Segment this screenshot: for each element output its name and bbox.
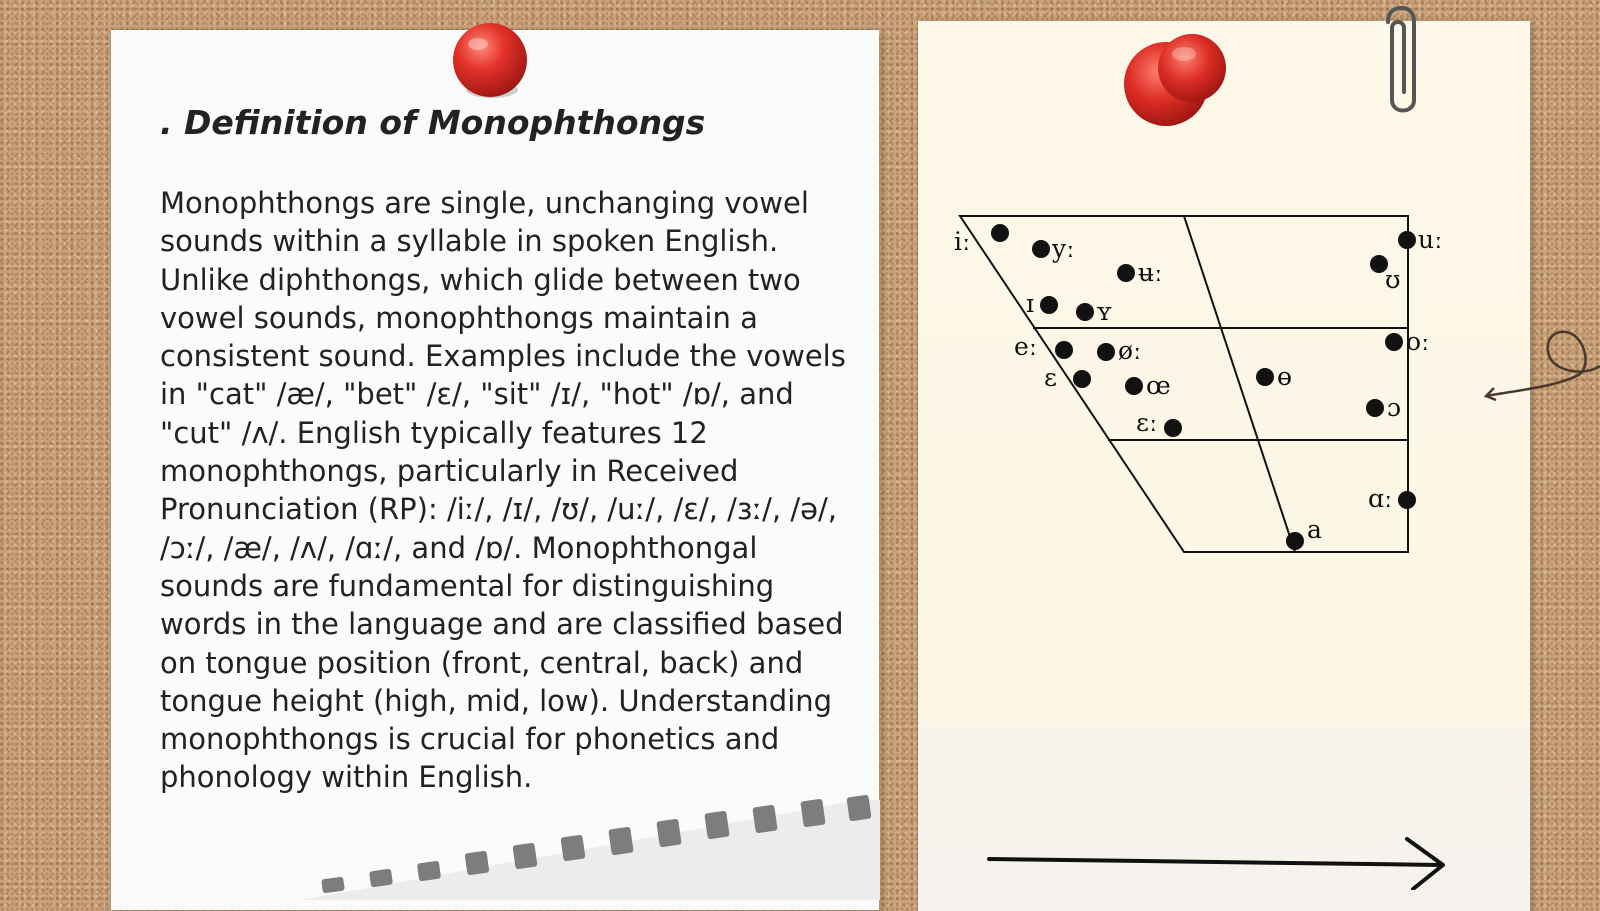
svg-text:oː: oː bbox=[1406, 327, 1430, 356]
red-pushpin-icon bbox=[448, 20, 534, 106]
svg-text:ɛː: ɛː bbox=[1136, 408, 1158, 437]
vowel-œ bbox=[1125, 371, 1171, 400]
svg-text:ɵ: ɵ bbox=[1277, 362, 1293, 391]
vowel-ɔ bbox=[1366, 393, 1401, 422]
vowel-øː bbox=[1097, 336, 1141, 365]
svg-text:a: a bbox=[1307, 515, 1322, 544]
trapezoid-lines bbox=[960, 216, 1408, 552]
vowel-uː bbox=[1398, 225, 1443, 254]
svg-text:iː: iː bbox=[954, 227, 971, 256]
paper-clip-icon bbox=[1372, 0, 1422, 125]
page-title: . Definition of Monophthongs bbox=[160, 103, 706, 142]
svg-text:ʏ: ʏ bbox=[1096, 297, 1113, 326]
vowel-ɪ bbox=[1026, 289, 1058, 318]
svg-text:ɪ: ɪ bbox=[1026, 289, 1034, 318]
svg-text:eː: eː bbox=[1014, 332, 1038, 361]
vowel-ɵ bbox=[1256, 362, 1292, 391]
vowel-ʊ bbox=[1370, 255, 1401, 294]
curly-arrow-doodle-icon bbox=[1480, 310, 1600, 410]
vowel-ɛː bbox=[1136, 408, 1182, 437]
vowel-a bbox=[1286, 515, 1322, 550]
svg-text:ʉː: ʉː bbox=[1138, 258, 1163, 287]
definition-paragraph: Monophthongs are single, unchanging vowel sounds within a syllable in spoken English. Unlike diphthongs, which glide between two vowel sounds, monophthongs maintain a consistent sound. Examples include the vowels in "cat" /æ/, "bet" /ɛ/, "sit" /ɪ/, "hot" /ɒ/, and "cut" /ʌ/. English typically features 12 monophthongs, particularly in Received Pronunciation (RP): /iː/, /ɪ/, /ʊ/, /uː/, /ɛ/, /ɜː/, /ə/, /ɔː/, /æ/, /ʌ/, /ɑː/, and /ɒ/. Monophthongal sounds are fundamental for distinguishing words in the language and are classified based on tongue position (front, central, back) and tongue height (high, mid, low). Understanding monophthongs is crucial for phonetics and phonology within English. bbox=[160, 186, 846, 795]
perforation-strip bbox=[300, 790, 880, 900]
svg-text:øː: øː bbox=[1118, 336, 1142, 365]
svg-text:uː: uː bbox=[1418, 225, 1443, 254]
svg-text:ɛ: ɛ bbox=[1044, 363, 1057, 392]
vowel-ʏ bbox=[1076, 297, 1112, 326]
vowel-iː bbox=[954, 224, 1009, 256]
arrow-right-icon bbox=[985, 835, 1455, 890]
vowel-yː bbox=[1032, 234, 1075, 263]
vowel-trapezoid-chart bbox=[940, 200, 1460, 570]
svg-text:ɑː: ɑː bbox=[1368, 484, 1393, 513]
vowel-eː bbox=[1014, 332, 1073, 361]
vowel-oː bbox=[1385, 327, 1429, 356]
red-pushpin-icon bbox=[1118, 28, 1238, 138]
svg-text:ɔ: ɔ bbox=[1387, 393, 1402, 422]
svg-text:œ: œ bbox=[1146, 371, 1171, 400]
svg-text:ʊ: ʊ bbox=[1385, 265, 1401, 294]
svg-text:yː: yː bbox=[1052, 234, 1075, 263]
vowel-ʉː bbox=[1117, 258, 1163, 287]
